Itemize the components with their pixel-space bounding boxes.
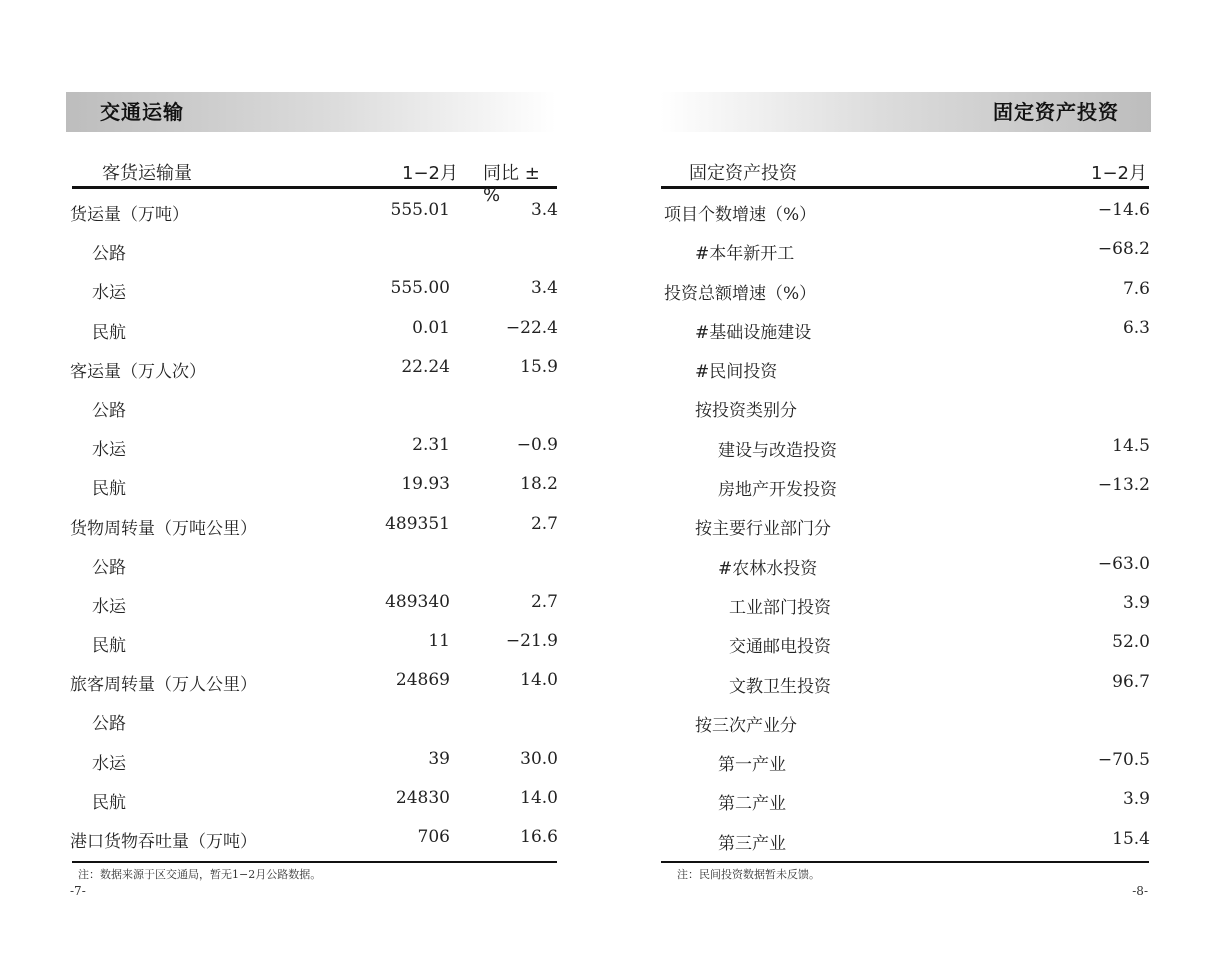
table-row: [664, 624, 1150, 663]
table-row: [70, 819, 558, 858]
table-row: [70, 584, 558, 623]
footnote: 注：民间投资数据暂未反馈。: [677, 868, 820, 881]
row-value-period: 555.01: [390, 200, 450, 220]
row-value-period: 0.01: [412, 317, 450, 338]
row-value-yoy: 15.9: [520, 356, 558, 377]
row-label: #基础设施建设: [695, 322, 812, 343]
table-row: [664, 821, 1150, 860]
row-value-period: 22.24: [401, 356, 450, 377]
header-yoy: 同比 ± %: [483, 163, 540, 206]
row-value-yoy: −21.9: [505, 631, 558, 652]
row-label: 水运: [92, 283, 126, 304]
row-value-period: 19.93: [401, 474, 450, 495]
row-value-yoy: 30.0: [520, 748, 558, 769]
table-row: [664, 388, 1150, 427]
table-row: [70, 310, 558, 349]
header-label: 客货运输量: [102, 163, 192, 184]
table-header: [72, 155, 557, 206]
row-value-period: 489340: [385, 591, 450, 612]
header-period: 1−2月: [1091, 163, 1147, 184]
table-row: [70, 506, 558, 545]
row-value-period: 14.5: [1112, 435, 1150, 456]
table-row: [70, 270, 558, 309]
table-row: [70, 388, 558, 427]
table-row: [70, 466, 558, 505]
row-label: 公路: [92, 400, 126, 421]
row-label: 民航: [92, 479, 126, 500]
footnote: 注：数据来源于区交通局，暂无1−2月公路数据。: [78, 868, 322, 881]
row-label: 第三产业: [718, 833, 786, 854]
section-banner-transport: [66, 92, 556, 132]
row-label: 建设与改造投资: [718, 440, 837, 461]
table-bottom-rule: [72, 861, 557, 863]
row-value-period: 39: [428, 748, 450, 769]
row-value-period: 3.9: [1122, 789, 1150, 810]
table-row: [70, 662, 558, 701]
table-header: [661, 155, 1149, 189]
row-label: 民航: [92, 792, 126, 813]
row-label: 工业部门投资: [729, 597, 831, 618]
table-row: [70, 349, 558, 388]
table-row: [70, 701, 558, 740]
table-row: [664, 506, 1150, 545]
row-label: 公路: [92, 244, 126, 265]
row-value-yoy: 2.7: [530, 513, 558, 534]
page-number: -8-: [1132, 884, 1148, 898]
row-value-period: 6.3: [1122, 317, 1150, 338]
table-row: [664, 428, 1150, 467]
table-row: [664, 467, 1150, 506]
row-value-period: 706: [417, 827, 450, 847]
row-label: 港口货物吞吐量（万吨）: [70, 832, 257, 852]
table-bottom-rule: [661, 861, 1149, 863]
row-label: 水运: [92, 596, 126, 617]
table-row: [664, 703, 1150, 742]
row-label: 投资总额增速（%）: [664, 283, 817, 304]
row-label: 客运量（万人次）: [70, 361, 206, 382]
row-label: 货物周转量（万吨公里）: [70, 518, 257, 539]
table-row: [664, 310, 1150, 349]
row-value-yoy: 2.7: [530, 591, 558, 612]
row-value-yoy: 3.4: [530, 200, 558, 220]
row-label: 文教卫生投资: [729, 676, 831, 697]
table-row: [70, 192, 558, 231]
row-value-period: −13.2: [1097, 475, 1150, 496]
row-value-period: −63.0: [1097, 553, 1150, 574]
row-value-yoy: −0.9: [516, 435, 558, 456]
row-value-yoy: −22.4: [505, 317, 558, 338]
right-page: [609, 0, 1218, 977]
row-label: 第二产业: [718, 794, 786, 815]
row-value-period: 489351: [385, 513, 450, 534]
row-label: 第一产业: [718, 755, 786, 776]
row-value-period: 15.4: [1112, 828, 1150, 849]
row-value-period: 24830: [395, 787, 450, 808]
section-title: 固定资产投资: [993, 100, 1119, 124]
table-row: [664, 546, 1150, 585]
section-title: 交通运输: [100, 100, 184, 124]
table-row: [664, 231, 1150, 270]
header-period: 1−2月: [402, 163, 458, 184]
section-banner-investment: [660, 92, 1151, 132]
row-label: 货运量（万吨）: [70, 205, 189, 225]
row-value-period: 555.00: [390, 278, 450, 299]
row-label: #本年新开工: [695, 244, 795, 265]
page-number: -7-: [70, 884, 86, 898]
table-row: [664, 742, 1150, 781]
table-row: [664, 585, 1150, 624]
row-label: #民间投资: [695, 362, 778, 383]
row-label: 公路: [92, 714, 126, 735]
row-value-period: 24869: [395, 670, 450, 691]
row-label: 按主要行业部门分: [695, 519, 831, 540]
table-row: [70, 427, 558, 466]
table-row: [70, 623, 558, 662]
row-label: 水运: [92, 440, 126, 461]
row-value-period: −70.5: [1097, 750, 1150, 771]
row-value-period: −68.2: [1097, 239, 1150, 260]
row-label: 民航: [92, 322, 126, 343]
table-row: [70, 545, 558, 584]
table-row: [70, 780, 558, 819]
row-label: 旅客周转量（万人公里）: [70, 675, 257, 696]
row-label: 按投资类别分: [695, 401, 797, 422]
row-value-yoy: 14.0: [520, 670, 558, 691]
row-value-period: 96.7: [1112, 671, 1150, 692]
row-value-yoy: 3.4: [530, 278, 558, 299]
row-label: 民航: [92, 636, 126, 657]
row-label: 交通邮电投资: [729, 637, 831, 658]
row-label: #农林水投资: [718, 558, 818, 579]
table-row: [664, 271, 1150, 310]
row-value-period: 11: [428, 631, 450, 652]
row-value-yoy: 18.2: [520, 474, 558, 495]
transport-table-body: [70, 192, 558, 858]
row-value-period: −14.6: [1097, 200, 1150, 220]
table-row: [70, 231, 558, 270]
table-row: [664, 664, 1150, 703]
row-label: 公路: [92, 557, 126, 578]
row-label: 项目个数增速（%）: [664, 205, 817, 225]
row-value-period: 52.0: [1112, 632, 1150, 653]
row-value-period: 2.31: [412, 435, 450, 456]
table-row: [664, 781, 1150, 820]
header-label: 固定资产投资: [689, 163, 797, 184]
investment-table-body: [664, 192, 1150, 860]
table-row: [664, 192, 1150, 231]
row-value-yoy: 16.6: [520, 827, 558, 847]
row-label: 房地产开发投资: [718, 480, 837, 501]
row-value-period: 3.9: [1122, 592, 1150, 613]
table-row: [664, 349, 1150, 388]
table-row: [70, 741, 558, 780]
row-label: 水运: [92, 753, 126, 774]
row-value-yoy: 14.0: [520, 787, 558, 808]
row-label: 按三次产业分: [695, 715, 797, 736]
row-value-period: 7.6: [1122, 278, 1150, 299]
